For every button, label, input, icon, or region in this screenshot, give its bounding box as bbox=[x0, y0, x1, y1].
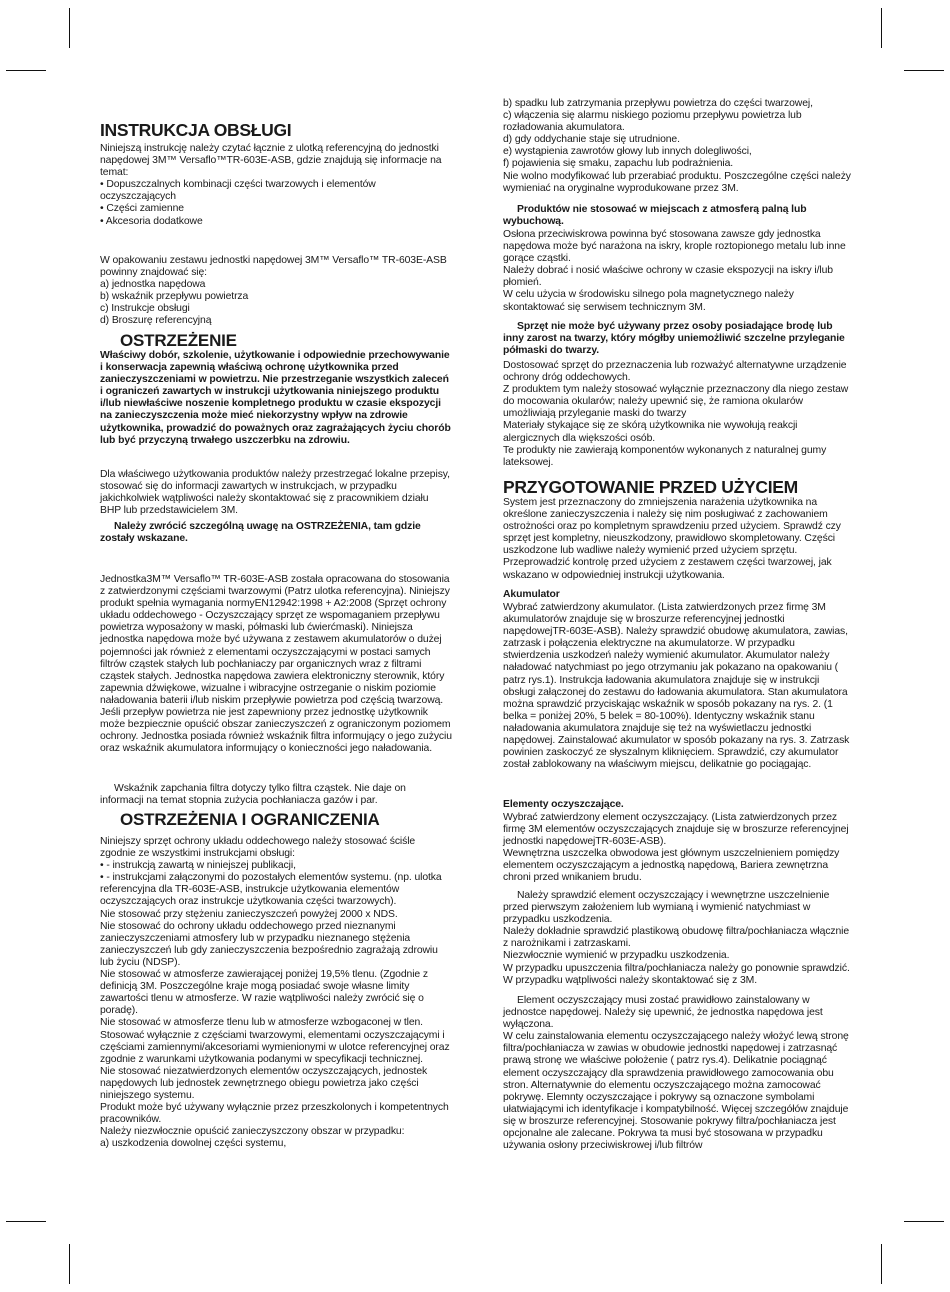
filters-text-1: Wybrać zatwierdzony element oczyszczający. (Lista zatwierdzonych przez firmę 3M elementów oczyszczających znajduje się w broszurze referencyjnej jednostki napędowejTR-603E-ASB). Wewnętrzna uszczelka obwodowa jest głównym uszczelnieniem pomiędzy elementem oczyszczającym a jednostką napędową, Bariera zewnętrzna chroni przed wnikaniem brudu. bbox=[503, 812, 849, 884]
limitations-continued: b) spadku lub zatrzymania przepływu powietrza do części twarzowej, c) włączenia się alarmu niskiego poziomu przepływu powietrza lub rozładowania akumulatora. d) gdy oddychanie staje się utrudnione. e) wystąpienia zawrotów głowy lub innych dolegliwości, f) pojawienia się smaku, zapachu lub podrażnienia. Nie wolno modyfikować lub przerabiać produktu. Poszczególne części należy wymieniać na oryginalne wyprodukowane przez 3M. bbox=[503, 98, 851, 194]
battery-heading: Akumulator bbox=[503, 589, 560, 600]
intro-text: Niniejszą instrukcję należy czytać łącznie z ulotką referencyjną do jednostki napędowej 3M™ Versaflo™TR-603E-ASB, gdzie znajdują się informacje na temat: • Dopuszczalnych kombinacji części twarzowych i elementów oczyszczających • Części zamienne • Akcesoria dodatkowe bbox=[100, 143, 442, 227]
kit-contents: W opakowaniu zestawu jednostki napędowej 3M™ Versaflo™ TR-603E-ASB powinny znajdować się: a) jednostka napędowa b) wskaźnik przepływu powietrza c) Instrukcje obsługi d) Broszurę referencyjną bbox=[100, 255, 447, 327]
crop-mark bbox=[69, 1244, 70, 1284]
product-description: Jednostka3M™ Versaflo™ TR-603E-ASB została opracowana do stosowania z zatwierdzonymi częściami twarzowymi (Patrz ulotka referencyjna). Niniejszy produkt spełnia wymagania normyEN12942:1998 + A2:2008 (Sprzęt ochrony układu oddechowego - Oczyszczający sprzęt ze wspomaganiem przepływu powietrza wyposażony w maski, półmaski lub ćwierćmaski). Niniejsza jednostka napędowa może być używana z zestawem akumulatorów o dużej pojemności jak również z elementami oczyszczającymi w postaci samych filtrów cząstek stałych lub pochłaniaczy par organicznych wraz z filtrami cząstek stałych. Jednostka napędowa zawiera elektroniczny sterownik, który zapewnia dźwiękowe, wizualne i wibracyjne ostrzeganie o niskim poziomie naładowania baterii i/lub niskim przepływie powietrza pod częścią twarzową. Jeśli przepływ powietrza nie jest zapewniony przez jednostkę użytkownik może bezpiecznie opuścić obszar zanieczyszczeń z ograniczonym poziomem ochrony. Jednostka posiada również wskaźnik filtra informujący o jego zużyciu oraz wskaźnik akumulatora informujący o konieczności jego naładowania. bbox=[100, 574, 455, 755]
preparation-text: System jest przeznaczony do zmniejszenia narażenia użytkownika na określone zanieczyszczenia i należy się nim posługiwać z zachowaniem ostrożności oraz po kompletnym sprawdzeniu przed użyciem. Sprawdź czy sprzęt jest kompletny, nieuszkodzony, prawidłowo skompletowany. Części uszkodzone lub wadliwe należy wymienić przed użyciem sprzętu. Przeprowadzić kontrolę przed użyciem z zestawem części twarzowej, jak wskazano w odpowiedniej instrukcji użytkowania. bbox=[503, 497, 844, 581]
crop-mark bbox=[881, 1244, 882, 1284]
beard-text: Dostosować sprzęt do przeznaczenia lub rozważyć alternatywne urządzenie ochrony dróg oddechowych. Z produktem tym należy stosować wyłącznie przeznaczony dla niego zestaw do mocowania okularów; należy upewnić się, że ramiona okularów umożliwiają przyleganie maski do twarzy Materiały stykające się ze skórą użytkownika nie wywołują reakcji alergicznych dla większości osób. Te produkty nie zawierają komponentów wykonanych z naturalnej gumy lateksowej. bbox=[503, 360, 849, 468]
limitations-heading: OSTRZEŻENIA I OGRANICZENIA bbox=[120, 810, 380, 829]
crop-mark bbox=[69, 8, 70, 48]
filters-text-2: Należy sprawdzić element oczyszczający i wewnętrzne uszczelnienie przed pierwszym założeniem lub wymianą i wymienić natychmiast w przypadku uszkodzenia. Należy dokładnie sprawdzić plastikową obudowę filtra/pochłaniacza włącznie z narożnikami i zatrzaskami. Niezwłocznie wymienić w przypadku uszkodzenia. W przypadku upuszczenia filtra/pochłaniacza należy go ponownie sprawdzić. W przypadku wątpliwości należy skontaktować się z 3M. bbox=[503, 890, 850, 986]
spark-guard-text: Osłona przeciwiskrowa powinna być stosowana zawsze gdy jednostka napędowa może być narażona na iskry, krople roztopionego metalu lub inne gorące cząstki. Należy dobrać i nosić właściwe ochrony w czasie ekspozycji na iskry i/lub płomień. W celu użycia w środowisku silnego pola magnetycznego należy skontaktować się serwisem technicznym 3M. bbox=[503, 229, 846, 313]
battery-text: Wybrać zatwierdzony akumulator. (Lista zatwierdzonych przez firmę 3M akumulatorów znajduje się w broszurze referencyjnej jednostki napędowejTR-603E-ASB). Należy sprawdzić obudowę akumulatora, zawias, zatrzask i połączenia elektryczne na akumulatorze. W przypadku stwierdzenia uszkodzeń należy wymienić akumulator. Akumulator należy naładować natychmiast po jego otrzymaniu jak pokazano na opakowaniu ( patrz rys.1). Instrukcja ładowania akumulatora znajduje się w instrukcji obsługi załączonej do zestawu do ładowania akumulatora. Stan akumulatora można sprawdzić przyciskając wskaźnik w sposób pokazany na rys. 2. (1 belka = poniżej 20%, 5 belek = 80-100%). Identyczny wskaźnik stanu naładowania akumulatora znajduje się też na wyświetlaczu jednostki napędowej. Zainstalować akumulator w sposób pokazany na rys. 3. Zatrzask powinien zaskoczyć ze słyszalnym kliknięciem. Sprawdzić, czy akumulator został zablokowany na właściwym miejscu, delikatnie go pociągając. bbox=[503, 602, 853, 771]
crop-mark bbox=[904, 1221, 944, 1222]
document-title: INSTRUKCJA OBSŁUGI bbox=[100, 120, 292, 140]
beard-warning: Sprzęt nie może być używany przez osoby posiadające brodę lub inny zarost na twarzy, który mógłby uniemożliwić szczelne przyleganie półmaski do twarzy. bbox=[503, 321, 848, 357]
filters-text-3: Element oczyszczający musi zostać prawidłowo zainstalowany w jednostce napędowej. Należy się upewnić, że jednostka napędowa jest wyłączona. W celu zainstalowania elementu oczyszczającego należy włożyć lewą stronę filtra/pochłaniacza w zawias w obudowie jednostki napędowej i zatrzasnąć prawą stronę we właściwe położenie ( patrz rys.4). Delikatnie pociągnąć element oczyszczający dla sprawdzenia prawidłowego zamocowania obu stron. Alternatywnie do elementu oczyszczającego można zamocować pokrywę. Elemnty oczyszczające i pokrywy są oznaczone symbolami ułatwiającymi ich identyfikacje i kompatybilność. Więcej szczegółów znajduje się w broszurze referencyjnej. Stosowanie pokrywy filtra/pochłaniacza jest opcjonalne ale zalecane. Pokrywa ta musi być stosowana w przypadku używania osłony przeciwiskrowej i/lub filtrów bbox=[503, 995, 849, 1152]
warning-bold-text: Właściwy dobór, szkolenie, użytkowanie i odpowiednie przechowywanie i konserwacja zapewnią właściwą ochronę użytkownika przed zanieczyszczeniami w powietrzu. Nie przestrzeganie wszystkich zaleceń i ograniczeń zawartych w instrukcji użytkowania niniejszego produktu i/lub niewłaściwe noszenie kompletnego produktu w czasie ekspozycji na zanieczyszczenia może mieć niekorzystny wpływ na zdrowie użytkownika, prowadzić do poważnych oraz zagrażających życiu chorób lub być przyczyną trwałego uszczerbku na zdrowiu. bbox=[100, 350, 454, 446]
filters-heading: Elementy oczyszczające. bbox=[503, 799, 624, 810]
filter-indicator-note: Wskaźnik zapchania filtra dotyczy tylko filtra cząstek. Nie daje on informacji na temat stopnia zużycia pochłaniacza gazów i par. bbox=[100, 783, 409, 807]
crop-mark bbox=[881, 8, 882, 48]
warning-note: Należy zwrócić szczególną uwagę na OSTRZEŻENIA, tam gdzie zostały wskazane. bbox=[100, 521, 424, 545]
warning-text: Dla właściwego użytkowania produktów należy przestrzegać lokalne przepisy, stosować się do informacji zawartych w instrukcjach, w przypadku jakichkolwiek wątpliwości należy skontaktować się z pracownikiem działu BHP lub przedstawicielem 3M. bbox=[100, 469, 453, 517]
crop-mark bbox=[6, 70, 46, 71]
limitations-text: Niniejszy sprzęt ochrony układu oddechowego należy stosować ściśle zgodnie ze wszystkimi instrukcjami obsługi: • - instrukcją zawartą w niniejszej publikacji, • - instrukcjami załączonymi do pozostałych elementów systemu. (np. ulotka referencyjna dla TR-603E-ASB, instrukcje użytkowania elementów oczyszczających oraz instrukcje użytkowania części twarzowych). Nie stosować przy stężeniu zanieczyszczeń powyżej 2000 x NDS. Nie stosować do ochrony układu oddechowego przed nieznanymi zanieczyszczeniami atmosfery lub w przypadku nieznanego stężenia zanieczyszczeń lub gdy zanieczyszczenia bezpośrednio zagrażają zdrowiu lub życiu (NDSP). Nie stosować w atmosferze zawierającej poniżej 19,5% tlenu. (Zgodnie z definicją 3M. Poszczególne kraje mogą posiadać swoje własne limity zawartości tlenu w atmosferze. W razie wątpliwości należy zwrócić się o poradę). Nie stosować w atmosferze tlenu lub w atmosferze wzbogaconej w tlen. Stosować wyłącznie z częściami twarzowymi, elementami oczyszczającymi i częściami zamiennymi/akcesoriami wymienionymi w ulotce referencyjnej oraz zgodnie z warunkami użytkowania podanymi w specyfikacji technicznej. Nie stosować niezatwierdzonych elementów oczyszczających, jednostek napędowych lub jednostek zewnętrznego obiegu powietrza jako części niniejszego systemu. Produkt może być używany wyłącznie przez przeszkolonych i kompetentnych pracowników. Należy niezwłocznie opuścić zanieczyszczony obszar w przypadku: a) uszkodzenia dowolnej części systemu, bbox=[100, 836, 450, 1150]
crop-mark bbox=[904, 70, 944, 71]
explosive-warning: Produktów nie stosować w miejscach z atmosferą palną lub wybuchową. bbox=[503, 204, 810, 228]
preparation-heading: PRZYGOTOWANIE PRZED UŻYCIEM bbox=[503, 477, 798, 497]
warning-heading: OSTRZEŻENIE bbox=[120, 331, 237, 350]
crop-mark bbox=[6, 1221, 46, 1222]
